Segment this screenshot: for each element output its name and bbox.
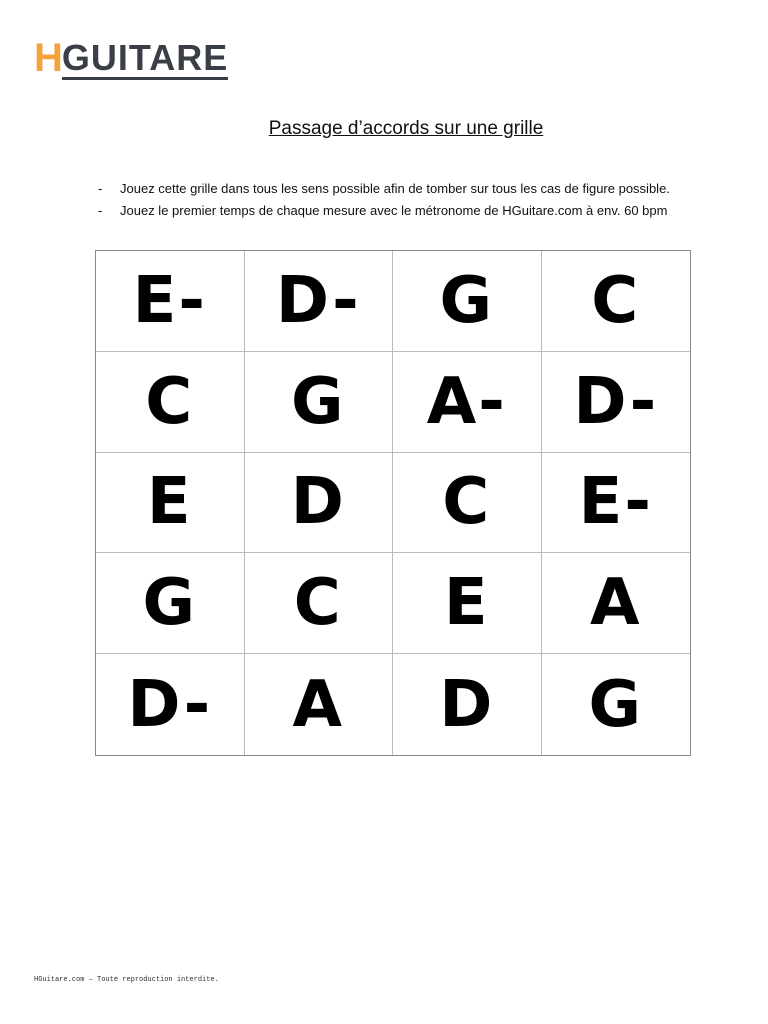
chord-cell: A [245,654,394,755]
instruction-text: Jouez cette grille dans tous les sens possible afin de tomber sur tous les cas de figure possible. [120,181,670,196]
chord-cell: G [96,553,245,654]
chord-cell: G [393,251,542,352]
chord-cell: C [542,251,691,352]
chord-cell: E [393,553,542,654]
chord-cell: G [245,352,394,453]
logo-letter-h: H [34,36,62,80]
copyright-footer: HGuitare.com – Toute reproduction interdite. [34,976,219,984]
chord-cell: D [245,453,394,554]
chord-cell: D- [96,654,245,755]
chord-cell: C [245,553,394,654]
chord-cell: C [96,352,245,453]
instruction-bullet: - [98,203,103,218]
logo-wordmark: GUITARE [61,37,229,78]
instruction-item [98,200,670,222]
chord-cell: D- [542,352,691,453]
chord-cell: A [542,553,691,654]
page-title: Passage d’accords sur une grille [268,118,544,139]
instructions-list [98,178,670,222]
instruction-bullet: - [98,181,103,196]
chord-cell: E- [542,453,691,554]
hguitare-logo [34,38,228,78]
chord-cell: C [393,453,542,554]
chord-grid [95,250,691,756]
chord-cell: E [96,453,245,554]
chord-cell: E- [96,251,245,352]
chord-cell: D [393,654,542,755]
chord-cell: A- [393,352,542,453]
chord-cell: G [588,667,644,742]
chord-cell: D- [245,251,394,352]
instruction-text: Jouez le premier temps de chaque mesure avec le métronome de HGuitare.com à env. 60 bpm [120,203,668,218]
instruction-item [98,178,670,200]
